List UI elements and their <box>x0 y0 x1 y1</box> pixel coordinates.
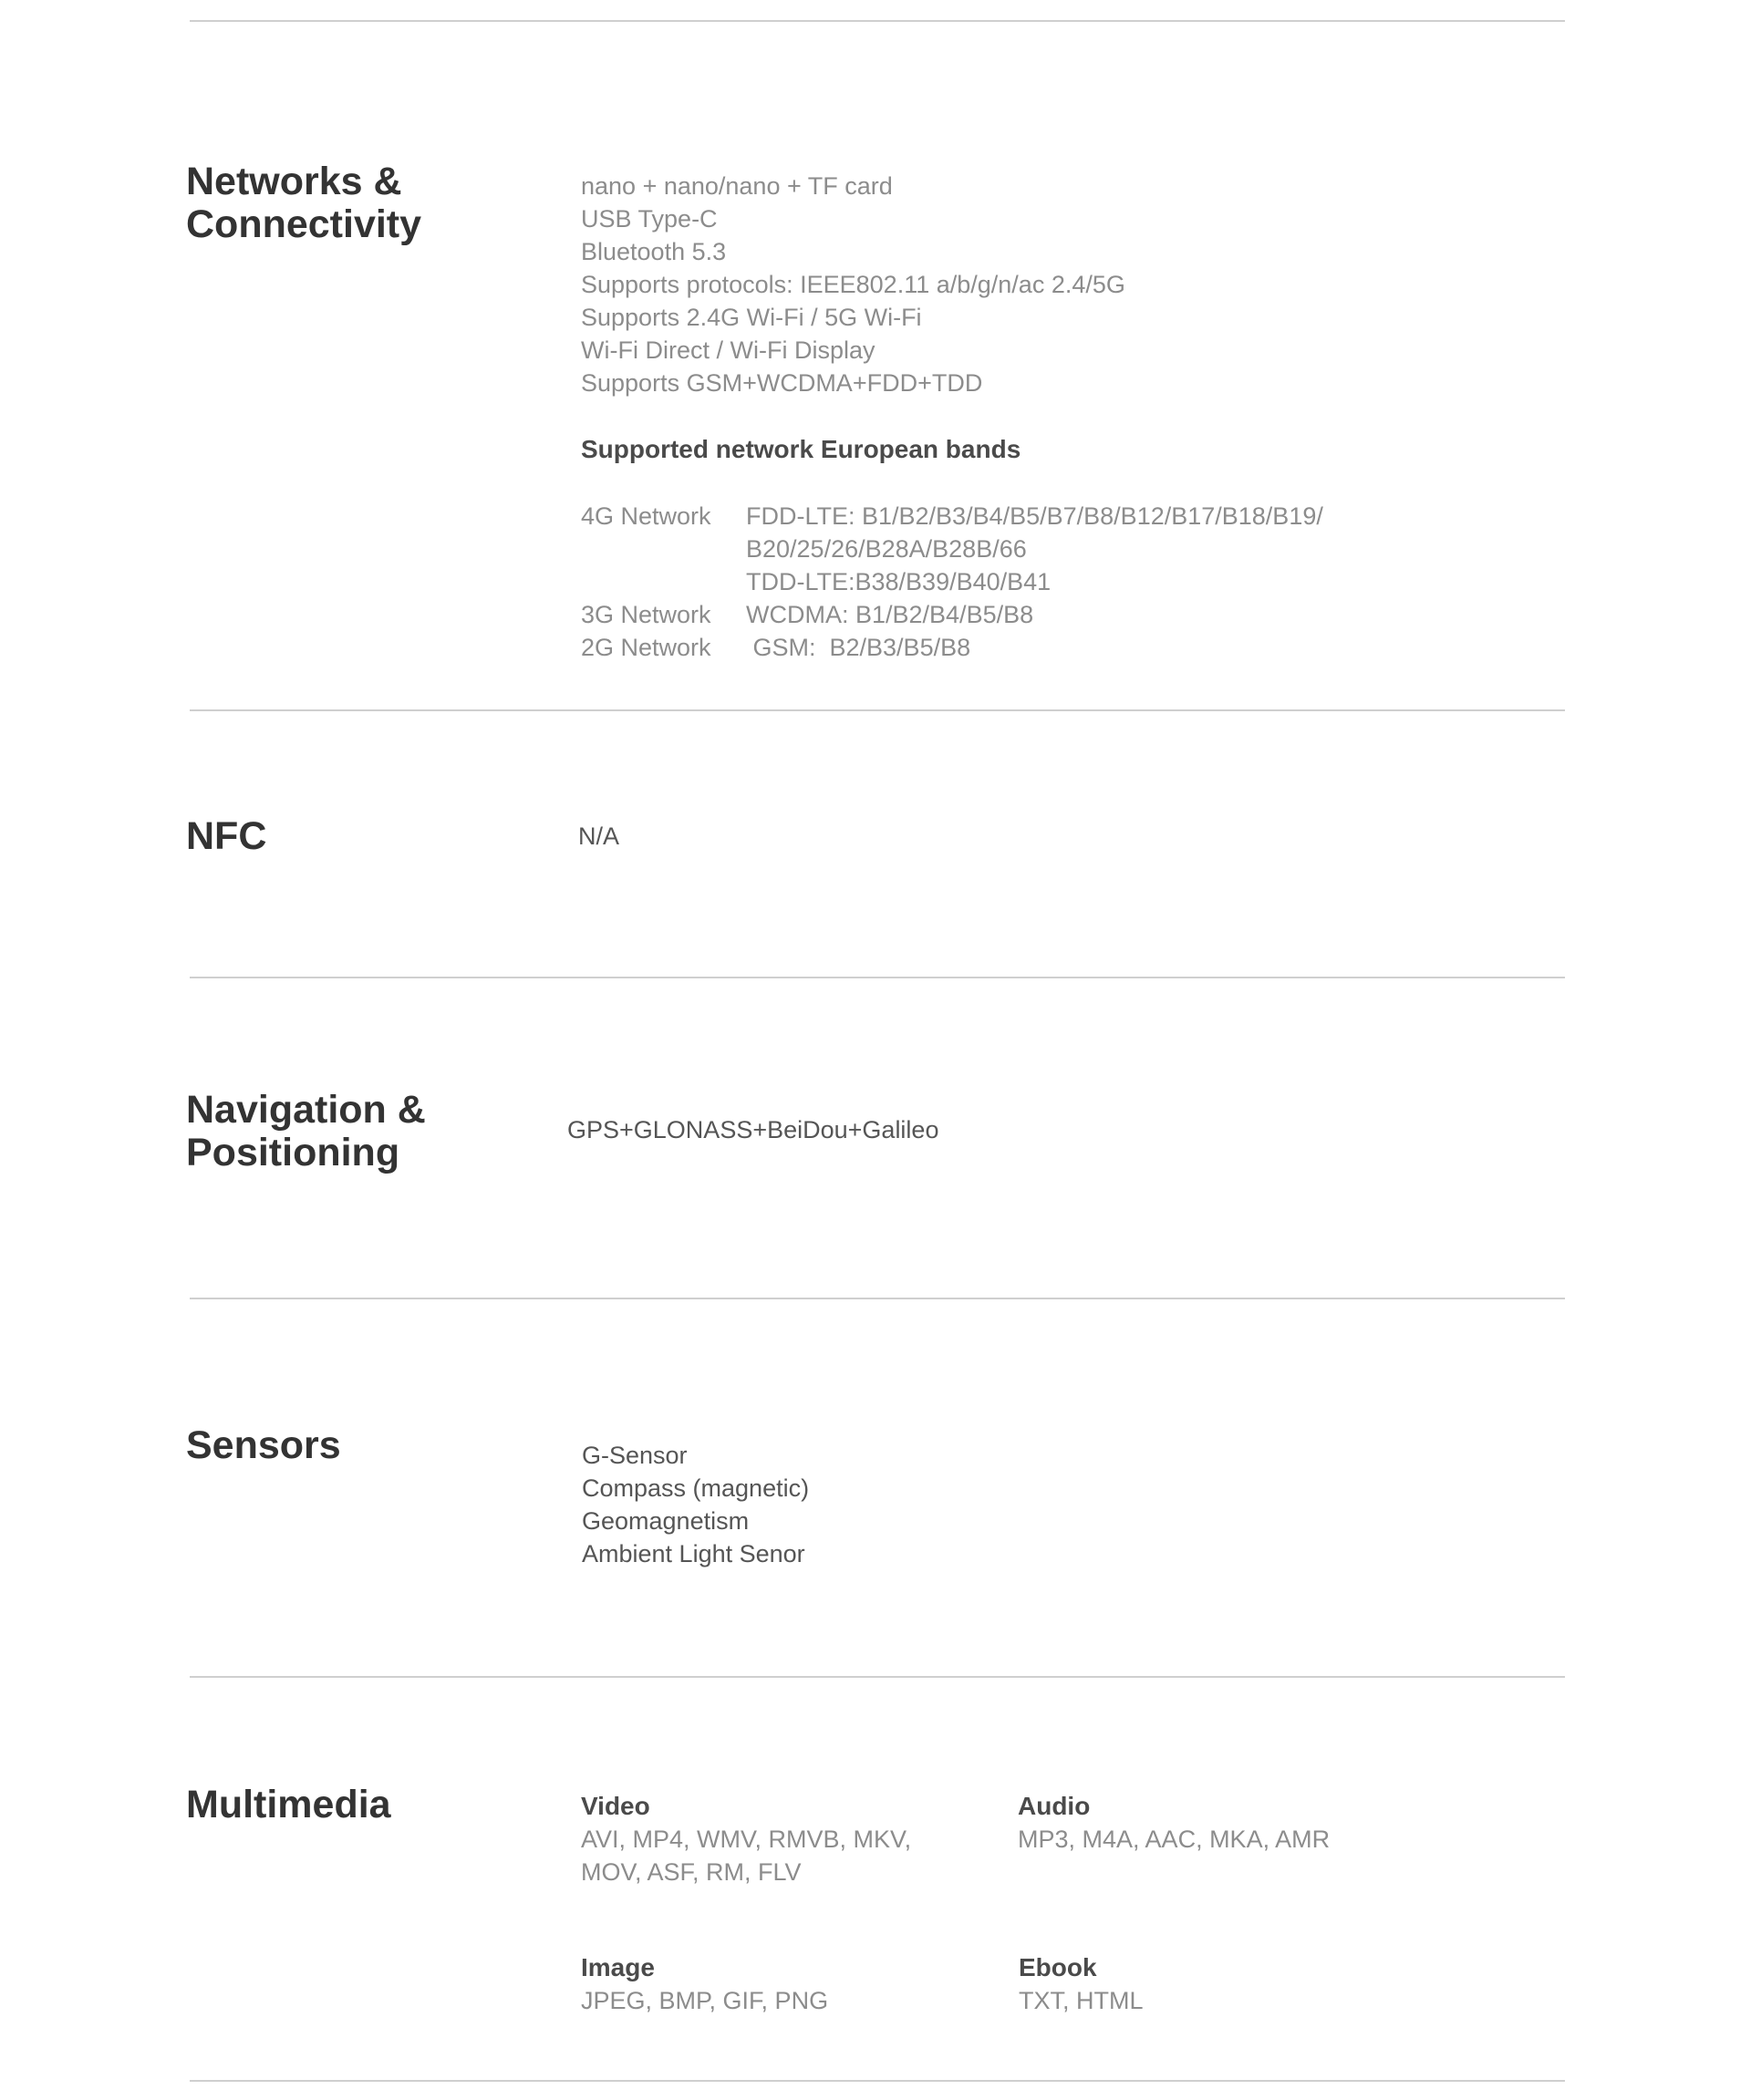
band-value <box>746 500 1323 598</box>
networks-heading-line-2: Connectivity <box>186 202 422 246</box>
band-row-2g <box>581 631 1323 664</box>
band-value-line: B20/25/26/B28A/B28B/66 <box>746 535 1027 563</box>
image-formats <box>581 1951 828 2017</box>
networks-heading <box>186 160 421 246</box>
band-value-line: TDD-LTE:B38/B39/B40/B41 <box>746 568 1052 595</box>
sensors-heading: Sensors <box>186 1423 341 1467</box>
audio-formats <box>1018 1790 1330 1856</box>
band-label: 4G Network <box>581 502 711 530</box>
band-value-line: GSM: B2/B3/B5/B8 <box>746 634 971 661</box>
bands-table <box>581 500 1323 664</box>
connectivity-item: Bluetooth 5.3 <box>581 238 727 265</box>
connectivity-item: Supports 2.4G Wi-Fi / 5G Wi-Fi <box>581 304 922 331</box>
ebook-format-line: TXT, HTML <box>1019 1987 1144 2014</box>
video-format-line: AVI, MP4, WMV, RMVB, MKV, <box>581 1826 912 1853</box>
connectivity-list <box>581 170 1125 399</box>
sensor-item: Ambient Light Senor <box>582 1540 805 1567</box>
band-value-line: WCDMA: B1/B2/B4/B5/B8 <box>746 601 1034 628</box>
navigation-heading-line-2: Positioning <box>186 1131 400 1174</box>
band-row-3g <box>581 598 1323 631</box>
image-format-line: JPEG, BMP, GIF, PNG <box>581 1987 829 2014</box>
section-divider <box>190 977 1565 978</box>
connectivity-item: nano + nano/nano + TF card <box>581 172 893 200</box>
networks-heading-line-1: Networks & <box>186 160 402 203</box>
section-divider <box>190 20 1565 22</box>
audio-title: Audio <box>1018 1792 1091 1820</box>
sensors-list <box>582 1439 809 1570</box>
connectivity-item: Wi-Fi Direct / Wi-Fi Display <box>581 336 876 364</box>
ebook-title: Ebook <box>1019 1953 1097 1981</box>
sensor-item: G-Sensor <box>582 1442 688 1469</box>
video-format-line: MOV, ASF, RM, FLV <box>581 1858 802 1886</box>
section-divider <box>190 1676 1565 1678</box>
ebook-formats <box>1019 1951 1144 2017</box>
navigation-value-block <box>567 1113 938 1146</box>
band-row-4g <box>581 500 1323 598</box>
nfc-value-block <box>578 820 619 853</box>
band-label: 3G Network <box>581 601 711 628</box>
connectivity-item: Supports GSM+WCDMA+FDD+TDD <box>581 369 983 397</box>
navigation-value: GPS+GLONASS+BeiDou+Galileo <box>567 1116 939 1143</box>
video-formats <box>581 1790 911 1888</box>
connectivity-item: USB Type-C <box>581 205 718 233</box>
navigation-heading-line-1: Navigation & <box>186 1088 426 1132</box>
connectivity-item: Supports protocols: IEEE802.11 a/b/g/n/ac 2.4/5G <box>581 271 1125 298</box>
sensor-item: Compass (magnetic) <box>582 1474 810 1502</box>
band-value <box>746 631 970 664</box>
video-title: Video <box>581 1792 650 1820</box>
nfc-value: N/A <box>578 822 620 850</box>
section-divider <box>190 709 1565 711</box>
audio-format-line: MP3, M4A, AAC, MKA, AMR <box>1018 1826 1331 1853</box>
section-divider <box>190 1298 1565 1299</box>
nfc-heading: NFC <box>186 814 267 858</box>
navigation-heading <box>186 1089 426 1174</box>
bands-heading: Supported network European bands <box>581 435 1021 463</box>
image-title: Image <box>581 1953 655 1981</box>
band-value <box>746 598 1033 631</box>
sensor-item: Geomagnetism <box>582 1507 750 1535</box>
multimedia-heading: Multimedia <box>186 1783 391 1826</box>
section-divider <box>190 2080 1565 2082</box>
band-value-line: FDD-LTE: B1/B2/B3/B4/B5/B7/B8/B12/B17/B18/B19/ <box>746 502 1323 530</box>
band-label: 2G Network <box>581 634 711 661</box>
